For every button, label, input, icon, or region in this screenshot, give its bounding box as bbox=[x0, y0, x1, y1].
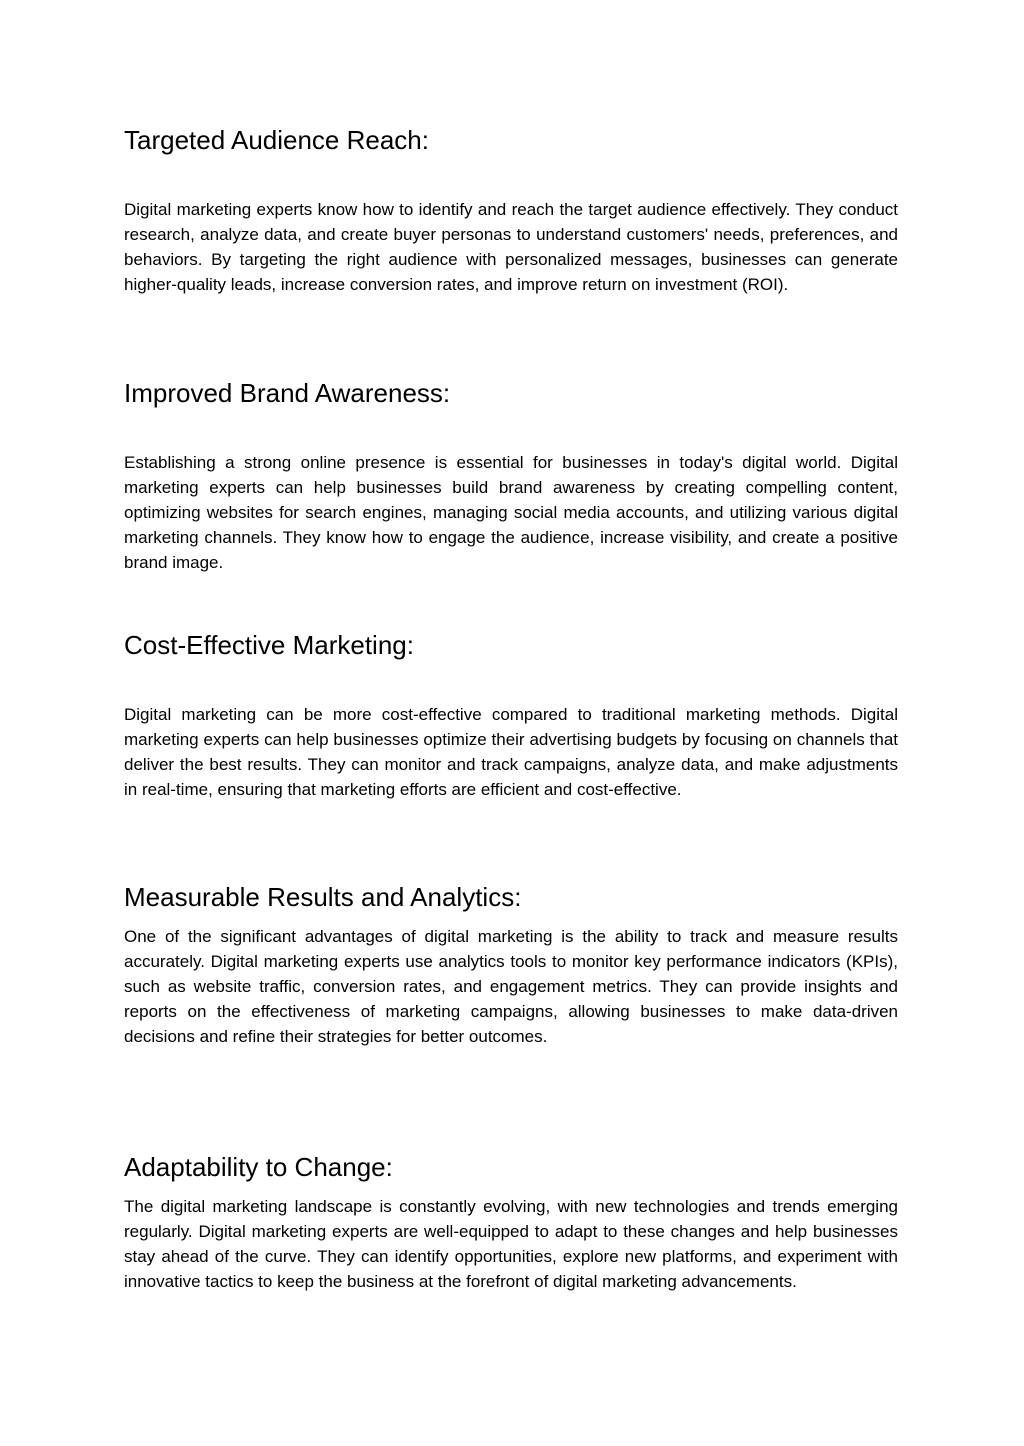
section-paragraph: The digital marketing landscape is constantly evolving, with new technologies and trends emerging regularly. Digital marketing experts are well-equipped to adapt to these changes and help businesses stay ahead of the curve. They can identify opportunities, explore new platforms, and experiment with innovative tactics to keep the business at the forefront of digital marketing advancements. bbox=[124, 1197, 898, 1291]
section-paragraph: Digital marketing can be more cost-effective compared to traditional marketing methods. Digital marketing experts can help businesses optimize their advertising budgets by focusing on channels that deliver the best results. They can monitor and track campaigns, analyze data, and make adjustments in real-time, ensuring that marketing efforts are efficient and cost-effective. bbox=[124, 705, 898, 799]
section-heading: Targeted Audience Reach: bbox=[124, 125, 429, 155]
section-measurable-results bbox=[124, 881, 898, 1049]
section-paragraph: Establishing a strong online presence is essential for businesses in today's digital world. Digital marketing experts can help businesses build brand awareness by creating compelling content, optimizing websites for search engines, managing social media accounts, and utilizing various digital marketing channels. They know how to engage the audience, increase visibility, and create a positive brand image. bbox=[124, 453, 898, 572]
section-heading: Adaptability to Change: bbox=[124, 1152, 393, 1182]
section-heading: Cost-Effective Marketing: bbox=[124, 630, 414, 660]
section-heading: Measurable Results and Analytics: bbox=[124, 882, 522, 912]
section-improved-brand-awareness bbox=[124, 377, 898, 575]
section-targeted-audience-reach bbox=[124, 124, 898, 297]
section-cost-effective-marketing bbox=[124, 629, 898, 802]
section-heading: Improved Brand Awareness: bbox=[124, 378, 451, 408]
section-paragraph: One of the significant advantages of digital marketing is the ability to track and measure results accurately. Digital marketing experts use analytics tools to monitor key performance indicators (KPIs), such as website traffic, conversion rates, and engagement metrics. They can provide insights and reports on the effectiveness of marketing campaigns, allowing businesses to make data-driven decisions and refine their strategies for better outcomes. bbox=[124, 927, 898, 1046]
section-paragraph: Digital marketing experts know how to identify and reach the target audience effectively. They conduct research, analyze data, and create buyer personas to understand customers' needs, preferences, and behaviors. By targeting the right audience with personalized messages, businesses can generate higher-quality leads, increase conversion rates, and improve return on investment (ROI). bbox=[124, 200, 898, 294]
section-adaptability-to-change bbox=[124, 1151, 898, 1294]
